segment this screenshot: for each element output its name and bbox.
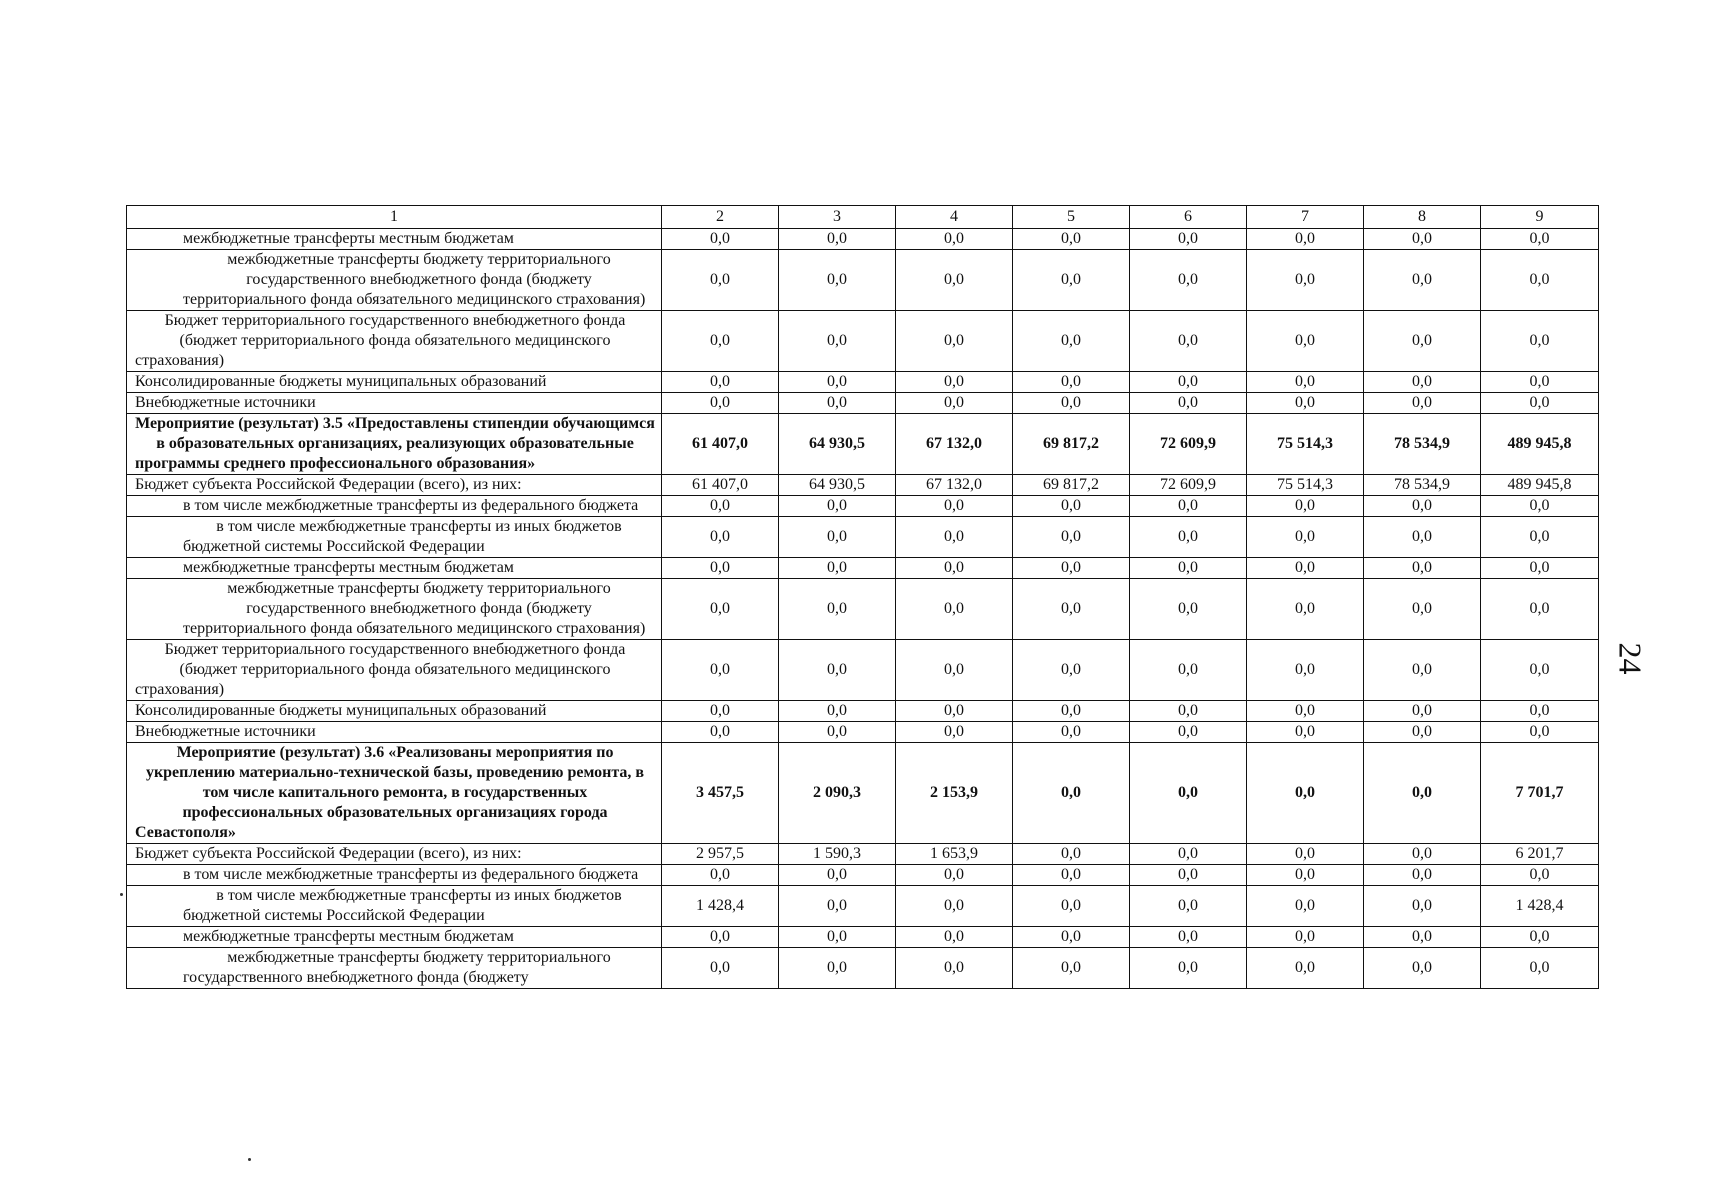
value-cell: 0,0 [896, 886, 1013, 927]
value-cell: 489 945,8 [1481, 414, 1599, 475]
value-cell: 0,0 [1364, 229, 1481, 250]
row-label: межбюджетные трансферты бюджету территориального государственного внебюджетного фонда (бюджету территориального фонда обязательного медицинского страхования) [127, 250, 662, 311]
value-cell: 1 428,4 [662, 886, 779, 927]
value-cell: 0,0 [1364, 250, 1481, 311]
value-cell: 0,0 [1481, 517, 1599, 558]
column-number: 3 [779, 206, 896, 229]
row-label: в том числе межбюджетные трансферты из иных бюджетов бюджетной системы Российской Федерации [127, 517, 662, 558]
value-cell: 0,0 [1130, 865, 1247, 886]
value-cell: 75 514,3 [1247, 414, 1364, 475]
value-cell: 0,0 [1364, 311, 1481, 372]
value-cell: 0,0 [896, 701, 1013, 722]
value-cell: 0,0 [1247, 701, 1364, 722]
value-cell: 0,0 [1247, 311, 1364, 372]
value-cell: 2 090,3 [779, 743, 896, 844]
value-cell: 0,0 [662, 948, 779, 989]
value-cell: 0,0 [779, 558, 896, 579]
row-label: Бюджет субъекта Российской Федерации (всего), из них: [127, 475, 662, 496]
value-cell: 0,0 [1481, 372, 1599, 393]
value-cell: 0,0 [1247, 865, 1364, 886]
column-number: 6 [1130, 206, 1247, 229]
table-row [127, 722, 1599, 743]
value-cell: 64 930,5 [779, 414, 896, 475]
value-cell: 0,0 [1481, 865, 1599, 886]
budget-table [126, 205, 1599, 989]
value-cell: 0,0 [1364, 517, 1481, 558]
value-cell: 0,0 [1130, 948, 1247, 989]
column-number: 4 [896, 206, 1013, 229]
value-cell: 0,0 [1130, 496, 1247, 517]
table-row [127, 886, 1599, 927]
table-row [127, 475, 1599, 496]
table-row [127, 579, 1599, 640]
value-cell: 0,0 [1130, 250, 1247, 311]
value-cell: 0,0 [896, 229, 1013, 250]
value-cell: 0,0 [1247, 496, 1364, 517]
value-cell: 1 653,9 [896, 844, 1013, 865]
value-cell: 0,0 [1481, 393, 1599, 414]
value-cell: 0,0 [662, 579, 779, 640]
row-label: межбюджетные трансферты бюджету территориального государственного внебюджетного фонда (бюджету [127, 948, 662, 989]
value-cell: 0,0 [1481, 558, 1599, 579]
value-cell: 0,0 [1247, 558, 1364, 579]
value-cell: 0,0 [1013, 311, 1130, 372]
value-cell: 0,0 [1364, 927, 1481, 948]
value-cell: 61 407,0 [662, 414, 779, 475]
row-label: Бюджет территориального государственного внебюджетного фонда (бюджет территориального фонда обязательного медицинского страхования) [127, 311, 662, 372]
value-cell: 0,0 [662, 517, 779, 558]
value-cell: 0,0 [1247, 844, 1364, 865]
table-row [127, 372, 1599, 393]
value-cell: 61 407,0 [662, 475, 779, 496]
column-number: 5 [1013, 206, 1130, 229]
scan-speck [120, 893, 123, 896]
value-cell: 0,0 [779, 579, 896, 640]
row-label: Мероприятие (результат) 3.6 «Реализованы мероприятия по укреплению материально-технической базы, проведению ремонта, в том числе капитального ремонта, в государственных профессиональных образовательных организациях города Севастополя» [127, 743, 662, 844]
table-row [127, 393, 1599, 414]
value-cell: 7 701,7 [1481, 743, 1599, 844]
value-cell: 0,0 [779, 722, 896, 743]
value-cell: 0,0 [1247, 948, 1364, 989]
value-cell: 0,0 [1481, 250, 1599, 311]
value-cell: 0,0 [1364, 579, 1481, 640]
value-cell: 64 930,5 [779, 475, 896, 496]
value-cell: 0,0 [1130, 743, 1247, 844]
value-cell: 0,0 [1013, 701, 1130, 722]
row-label: Консолидированные бюджеты муниципальных образований [127, 372, 662, 393]
value-cell: 0,0 [896, 250, 1013, 311]
value-cell: 75 514,3 [1247, 475, 1364, 496]
value-cell: 0,0 [1013, 496, 1130, 517]
value-cell: 69 817,2 [1013, 475, 1130, 496]
value-cell: 69 817,2 [1013, 414, 1130, 475]
value-cell: 1 590,3 [779, 844, 896, 865]
value-cell: 0,0 [1130, 886, 1247, 927]
value-cell: 0,0 [662, 865, 779, 886]
value-cell: 0,0 [662, 558, 779, 579]
value-cell: 0,0 [1247, 372, 1364, 393]
value-cell: 0,0 [1364, 722, 1481, 743]
value-cell: 72 609,9 [1130, 475, 1247, 496]
value-cell: 0,0 [1247, 579, 1364, 640]
value-cell: 0,0 [1130, 640, 1247, 701]
value-cell: 0,0 [662, 927, 779, 948]
value-cell: 0,0 [1130, 927, 1247, 948]
value-cell: 0,0 [1247, 722, 1364, 743]
column-number: 2 [662, 206, 779, 229]
table-row [127, 558, 1599, 579]
value-cell: 0,0 [1481, 229, 1599, 250]
value-cell: 0,0 [662, 393, 779, 414]
value-cell: 0,0 [779, 250, 896, 311]
value-cell: 0,0 [779, 701, 896, 722]
value-cell: 0,0 [1481, 722, 1599, 743]
value-cell: 0,0 [1013, 250, 1130, 311]
value-cell: 0,0 [779, 927, 896, 948]
value-cell: 0,0 [1364, 558, 1481, 579]
value-cell: 0,0 [1130, 701, 1247, 722]
value-cell: 0,0 [1013, 229, 1130, 250]
value-cell: 0,0 [1013, 865, 1130, 886]
value-cell: 0,0 [896, 393, 1013, 414]
table-row [127, 743, 1599, 844]
value-cell: 0,0 [1013, 558, 1130, 579]
value-cell: 0,0 [896, 865, 1013, 886]
value-cell: 0,0 [779, 886, 896, 927]
row-label: в том числе межбюджетные трансферты из федерального бюджета [127, 865, 662, 886]
value-cell: 0,0 [1013, 743, 1130, 844]
value-cell: 0,0 [896, 372, 1013, 393]
row-label: межбюджетные трансферты местным бюджетам [127, 229, 662, 250]
value-cell: 0,0 [1247, 229, 1364, 250]
value-cell: 0,0 [1247, 517, 1364, 558]
table-row [127, 640, 1599, 701]
value-cell: 78 534,9 [1364, 414, 1481, 475]
row-label: Бюджет территориального государственного внебюджетного фонда (бюджет территориального фонда обязательного медицинского страхования) [127, 640, 662, 701]
value-cell: 2 153,9 [896, 743, 1013, 844]
value-cell: 0,0 [1013, 517, 1130, 558]
value-cell: 0,0 [1130, 311, 1247, 372]
value-cell: 0,0 [1481, 948, 1599, 989]
value-cell: 3 457,5 [662, 743, 779, 844]
value-cell: 0,0 [1364, 844, 1481, 865]
column-number: 7 [1247, 206, 1364, 229]
table-row [127, 844, 1599, 865]
row-label: в том числе межбюджетные трансферты из федерального бюджета [127, 496, 662, 517]
value-cell: 78 534,9 [1364, 475, 1481, 496]
value-cell: 0,0 [1130, 393, 1247, 414]
value-cell: 0,0 [1013, 948, 1130, 989]
value-cell: 0,0 [1013, 579, 1130, 640]
row-label: межбюджетные трансферты местным бюджетам [127, 927, 662, 948]
value-cell: 0,0 [779, 393, 896, 414]
value-cell: 2 957,5 [662, 844, 779, 865]
value-cell: 0,0 [1130, 517, 1247, 558]
page-number: 24 [1612, 642, 1649, 675]
value-cell: 0,0 [662, 229, 779, 250]
value-cell: 0,0 [1364, 701, 1481, 722]
table-body [127, 206, 1599, 989]
column-number: 9 [1481, 206, 1599, 229]
value-cell: 0,0 [1130, 558, 1247, 579]
value-cell: 0,0 [1364, 640, 1481, 701]
table-row [127, 701, 1599, 722]
value-cell: 0,0 [1013, 722, 1130, 743]
value-cell: 0,0 [1364, 948, 1481, 989]
value-cell: 489 945,8 [1481, 475, 1599, 496]
value-cell: 0,0 [1364, 393, 1481, 414]
value-cell: 0,0 [1364, 743, 1481, 844]
row-label: межбюджетные трансферты местным бюджетам [127, 558, 662, 579]
value-cell: 0,0 [662, 250, 779, 311]
value-cell: 0,0 [779, 311, 896, 372]
column-number-row [127, 206, 1599, 229]
value-cell: 0,0 [1481, 496, 1599, 517]
value-cell: 0,0 [1013, 886, 1130, 927]
value-cell: 0,0 [662, 722, 779, 743]
row-label: в том числе межбюджетные трансферты из иных бюджетов бюджетной системы Российской Федерации [127, 886, 662, 927]
value-cell: 0,0 [1481, 927, 1599, 948]
value-cell: 1 428,4 [1481, 886, 1599, 927]
value-cell: 0,0 [662, 372, 779, 393]
value-cell: 0,0 [1013, 372, 1130, 393]
value-cell: 0,0 [662, 311, 779, 372]
value-cell: 0,0 [1130, 229, 1247, 250]
table-row [127, 517, 1599, 558]
value-cell: 0,0 [779, 517, 896, 558]
value-cell: 0,0 [1013, 927, 1130, 948]
value-cell: 0,0 [896, 948, 1013, 989]
value-cell: 0,0 [1130, 722, 1247, 743]
value-cell: 0,0 [779, 640, 896, 701]
row-label: Внебюджетные источники [127, 393, 662, 414]
value-cell: 67 132,0 [896, 414, 1013, 475]
table-row [127, 311, 1599, 372]
table-row [127, 414, 1599, 475]
value-cell: 0,0 [1364, 865, 1481, 886]
value-cell: 0,0 [1364, 886, 1481, 927]
scan-speck [248, 1158, 251, 1161]
row-label: межбюджетные трансферты бюджету территориального государственного внебюджетного фонда (бюджету территориального фонда обязательного медицинского страхования) [127, 579, 662, 640]
value-cell: 0,0 [1247, 250, 1364, 311]
value-cell: 0,0 [896, 496, 1013, 517]
value-cell: 0,0 [662, 496, 779, 517]
row-label: Бюджет субъекта Российской Федерации (всего), из них: [127, 844, 662, 865]
value-cell: 72 609,9 [1130, 414, 1247, 475]
value-cell: 0,0 [896, 517, 1013, 558]
value-cell: 0,0 [779, 865, 896, 886]
value-cell: 0,0 [662, 640, 779, 701]
row-label: Мероприятие (результат) 3.5 «Предоставлены стипендии обучающимся в образовательных организациях, реализующих образовательные программы среднего профессионального образования» [127, 414, 662, 475]
value-cell: 0,0 [896, 558, 1013, 579]
table-row [127, 229, 1599, 250]
value-cell: 0,0 [1013, 844, 1130, 865]
value-cell: 0,0 [1481, 579, 1599, 640]
value-cell: 0,0 [896, 579, 1013, 640]
row-label: Внебюджетные источники [127, 722, 662, 743]
value-cell: 0,0 [779, 229, 896, 250]
table-row [127, 948, 1599, 989]
value-cell: 67 132,0 [896, 475, 1013, 496]
value-cell: 0,0 [779, 948, 896, 989]
value-cell: 0,0 [896, 722, 1013, 743]
value-cell: 0,0 [1247, 640, 1364, 701]
row-label: Консолидированные бюджеты муниципальных образований [127, 701, 662, 722]
value-cell: 0,0 [1247, 393, 1364, 414]
value-cell: 0,0 [1481, 701, 1599, 722]
value-cell: 0,0 [1247, 886, 1364, 927]
table-row [127, 865, 1599, 886]
table-row [127, 927, 1599, 948]
table-row [127, 250, 1599, 311]
value-cell: 0,0 [1013, 640, 1130, 701]
value-cell: 0,0 [1130, 844, 1247, 865]
value-cell: 0,0 [1247, 743, 1364, 844]
value-cell: 0,0 [1364, 372, 1481, 393]
column-number: 8 [1364, 206, 1481, 229]
value-cell: 0,0 [1247, 927, 1364, 948]
value-cell: 0,0 [896, 311, 1013, 372]
value-cell: 0,0 [1130, 579, 1247, 640]
value-cell: 0,0 [1364, 496, 1481, 517]
value-cell: 0,0 [896, 927, 1013, 948]
value-cell: 0,0 [662, 701, 779, 722]
value-cell: 0,0 [1481, 311, 1599, 372]
table-row [127, 496, 1599, 517]
value-cell: 0,0 [896, 640, 1013, 701]
value-cell: 0,0 [779, 372, 896, 393]
value-cell: 0,0 [1013, 393, 1130, 414]
value-cell: 0,0 [1130, 372, 1247, 393]
value-cell: 6 201,7 [1481, 844, 1599, 865]
value-cell: 0,0 [779, 496, 896, 517]
column-number: 1 [127, 206, 662, 229]
value-cell: 0,0 [1481, 640, 1599, 701]
